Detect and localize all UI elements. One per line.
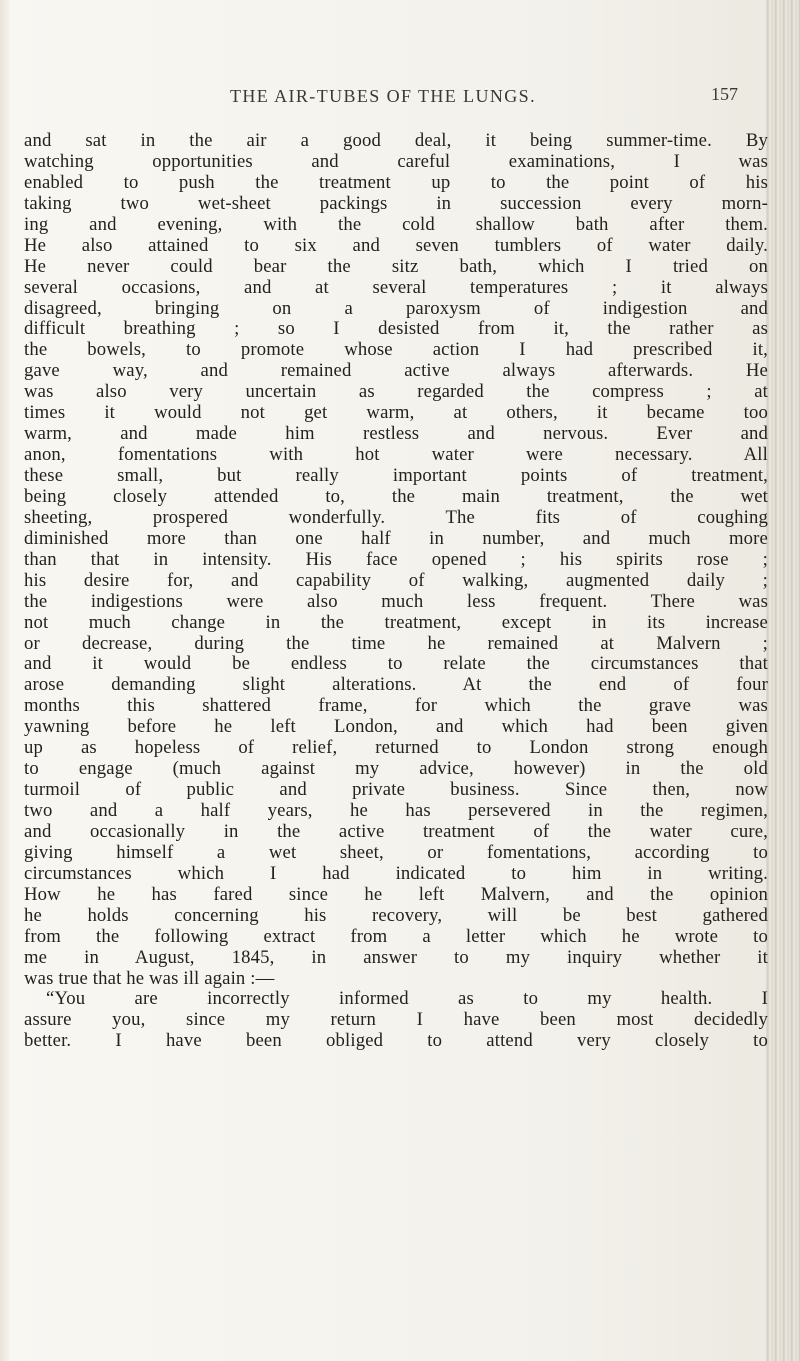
text-line-15: warm, and made him restless and nervous. Ever and: [24, 423, 768, 445]
text-line-23: the indigestions were also much less frequent. There was: [24, 590, 768, 612]
text-line-20: diminished more than one half in number, and much more: [24, 527, 768, 549]
text-line-11: the bowels, to promote whose action I had prescribed it,: [24, 339, 768, 361]
text-line-9: disagreed, bringing on a paroxysm of indigestion and: [24, 297, 768, 319]
text-line-39: from the following extract from a letter which he wrote to: [24, 925, 768, 947]
text-line-6: He also attained to six and seven tumblers of water daily.: [24, 234, 768, 256]
text-line-35: giving himself a wet sheet, or fomentations, according to: [24, 841, 768, 863]
text-line-7: He never could bear the sitz bath, which I tried on: [24, 255, 768, 277]
text-line-32: turmoil of public and private business. Since then, now: [24, 779, 768, 801]
text-line-21: than that in intensity. His face opened ; his spirits rose ;: [24, 548, 768, 570]
text-line-42: “You are incorrectly informed as to my health. I: [46, 988, 768, 1010]
text-line-24: not much change in the treatment, except in its increase: [24, 611, 768, 633]
text-line-14: times it would not get warm, at others, it became too: [24, 402, 768, 424]
text-line-12: gave way, and remained active always afterwards. He: [24, 360, 768, 382]
text-line-8: several occasions, and at several temperatures ; it always: [24, 276, 768, 298]
text-line-33: two and a half years, he has persevered in the regimen,: [24, 800, 768, 821]
text-line-27: arose demanding slight alterations. At the end of four: [24, 674, 768, 696]
page-gutter-edge: [766, 0, 800, 1361]
body-text: [24, 131, 768, 1052]
text-line-37: How he has fared since he left Malvern, and the opinion: [24, 883, 768, 905]
text-line-40: me in August, 1845, in answer to my inquiry whether it: [24, 946, 768, 968]
text-line-16: anon, fomentations with hot water were necessary. All: [24, 444, 768, 466]
text-line-36: circumstances which I had indicated to him in writing.: [24, 862, 768, 884]
text-line-5: ing and evening, with the cold shallow bath after them.: [24, 213, 768, 235]
text-line-43: assure you, since my return I have been most decidedly: [24, 1009, 768, 1031]
text-line-41: was true that he was ill again :—: [24, 967, 275, 989]
text-line-28: months this shattered frame, for which the grave was: [24, 695, 768, 717]
text-line-10: difficult breathing ; so I desisted from it, the rather as: [24, 318, 768, 340]
text-line-26: and it would be endless to relate the circumstances that: [24, 653, 768, 675]
text-line-18: being closely attended to, the main treatment, the wet: [24, 485, 768, 507]
text-line-17: these small, but really important points of treatment,: [24, 465, 768, 486]
text-line-1: and sat in the air a good deal, it being summer-time. By: [24, 130, 768, 151]
text-line-44: better. I have been obliged to attend very closely to: [24, 1030, 768, 1052]
text-line-4: taking two wet-sheet packings in succession every morn-: [24, 192, 768, 214]
text-line-13: was also very uncertain as regarded the compress ; at: [24, 381, 768, 403]
text-line-34: and occasionally in the active treatment of the water cure,: [24, 820, 768, 842]
text-line-2: watching opportunities and careful examinations, I was: [24, 150, 768, 172]
text-line-22: his desire for, and capability of walking, augmented daily ;: [24, 569, 768, 591]
text-line-38: he holds concerning his recovery, will be best gathered: [24, 904, 768, 926]
text-line-3: enabled to push the treatment up to the point of his: [24, 171, 768, 193]
text-line-19: sheeting, prospered wonderfully. The fits of coughing: [24, 506, 768, 528]
text-line-25: or decrease, during the time he remained at Malvern ;: [24, 632, 768, 654]
running-head: THE AIR-TUBES OF THE LUNGS.: [230, 86, 536, 106]
text-line-29: yawning before he left London, and which had been given: [24, 716, 768, 738]
text-line-31: to engage (much against my advice, however) in the old: [24, 758, 768, 780]
page-left-edge: [0, 0, 10, 1361]
page-number: 157: [711, 84, 738, 104]
text-line-30: up as hopeless of relief, returned to London strong enough: [24, 737, 768, 759]
